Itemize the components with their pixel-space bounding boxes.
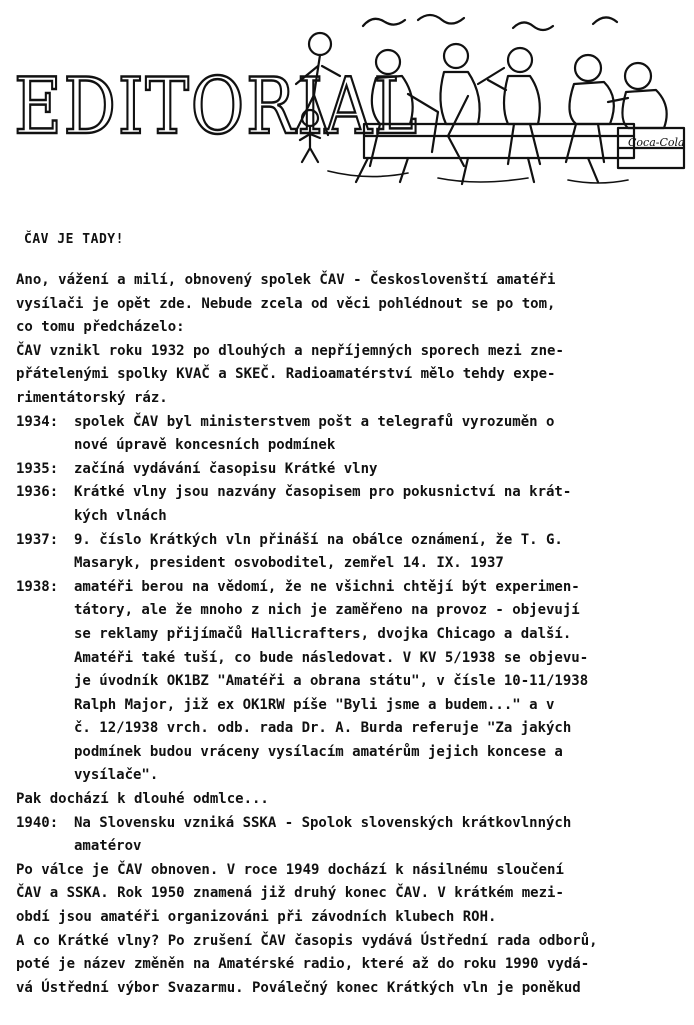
timeline-entry <box>16 411 688 458</box>
timeline-year: 1935: <box>16 460 59 477</box>
timeline-year: 1934: <box>16 413 59 430</box>
timeline-entry <box>16 529 688 576</box>
timeline-text: amatéři berou na vědomí, že ne všichni chtějí být experimen- tátory, ale že mnoho z nich je zaměřeno na provoz - objevují se reklamy přijímačů Hallicrafters, dvojka Chicago a další. Amatéři také tuší, co bude následovat. V KV 5/1938 se objevu- je úvodník OK1BZ "Amatéři a obrana státu", v čísle 10-11/1938 Ralph Major, již ex OK1RW píše "Byli jsme a budem..." a v č. 12/1938 vrch. odb. rada Dr. A. Burda referuje "Za jakých podmínek budou vráceny vysílacím amatérům jejich koncese a vysílače". <box>74 578 589 784</box>
timeline-text: začíná vydávání časopisu Krátké vlny <box>74 460 378 477</box>
timeline-year: 1940: <box>16 814 59 831</box>
timeline-text: Krátké vlny jsou nazvány časopisem pro pokusnictví na krát- kých vlnách <box>74 484 572 524</box>
intro-paragraph: Ano, vážení a milí, obnovený spolek ČAV - Českoslovenští amatéři vysílači je opět zde. Nebude zcela od věci pohlédnout se po tom, co tomu předcházelo: <box>16 272 556 336</box>
pause-paragraph: Pak dochází k dlouhé odmlce... <box>16 791 269 808</box>
magazine-paragraph: A co Krátké vlny? Po zrušení ČAV časopis vydává Ústřední rada odborů, poté je název změněn na Amatérské radio, které až do roku 1990 vydá- vá Ústřední výbor Svazarmu. Poválečný konec Krátkých vln je poněkud <box>16 932 598 996</box>
timeline-list <box>16 411 688 789</box>
after-war-paragraph: Po válce je ČAV obnoven. V roce 1949 dochází k násilnému sloučení ČAV a SSKA. Rok 1950 znamená již druhý konec ČAV. V krátkém mezi- obdí jsou amatéři organizováni při závodních klubech ROH. <box>16 861 564 926</box>
timeline-text: 9. číslo Krátkých vln přináší na obálce oznámení, že T. G. Masaryk, president osvoboditel, zemřel 14. IX. 1937 <box>74 531 563 572</box>
timeline-year: 1938: <box>16 578 59 595</box>
editorial-header <box>0 0 694 200</box>
timeline-year: 1936: <box>16 484 59 501</box>
timeline-year: 1937: <box>16 531 59 548</box>
editorial-article <box>16 226 688 1000</box>
timeline-entry <box>16 812 688 859</box>
timeline-entry <box>16 481 688 528</box>
timeline-text: Na Slovensku vzniká SSKA - Spolok slovenských krátkovlnných amatérov <box>74 814 572 855</box>
timeline-text: spolek ČAV byl ministerstvem pošt a telegrafů vyrozuměn o nové úpravě koncesních podmínek <box>74 413 555 454</box>
editorial-logo: EDITORIAL <box>14 62 419 152</box>
timeline-entry <box>16 576 688 788</box>
radio-amateurs-cartoon-icon <box>268 6 688 191</box>
founding-paragraph: ČAV vznikl roku 1932 po dlouhých a nepříjemných sporech mezi zne- přátelenými spolky KVAČ a SKEČ. Radioamatérství mělo tehdy expe- rimentátorský ráz. <box>16 342 564 406</box>
timeline-entry <box>16 458 688 482</box>
article-heading: ČAV JE TADY! <box>24 232 124 247</box>
crate-label: Coca-Cola <box>628 136 685 149</box>
